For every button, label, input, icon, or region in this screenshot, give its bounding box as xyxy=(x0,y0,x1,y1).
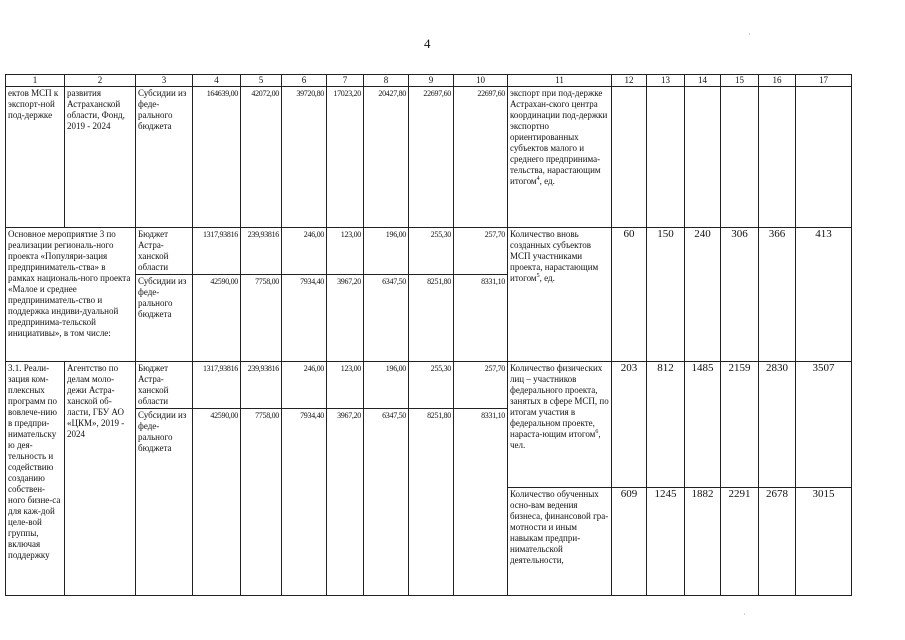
header-cell: 13 xyxy=(647,75,685,87)
target-cell: 3015 xyxy=(796,488,852,596)
data-table xyxy=(5,74,852,596)
amount-cell: 164639,00 xyxy=(193,87,241,228)
funding-source: Субсидии из феде-рального бюджета xyxy=(136,87,193,228)
target-cell: 2159 xyxy=(721,362,759,488)
target-cell: 1245 xyxy=(647,488,685,596)
target-cell: 3507 xyxy=(796,362,852,488)
amount-cell: 3967,20 xyxy=(327,275,364,362)
amount-cell: 123,00 xyxy=(327,362,364,409)
target-cell: 2678 xyxy=(759,488,796,596)
indicator-unit: , чел. xyxy=(510,429,601,450)
amount-cell: 196,00 xyxy=(364,228,409,275)
footnote-mark: 5 xyxy=(536,273,540,279)
target-cell: 203 xyxy=(612,362,647,488)
header-cell: 15 xyxy=(721,75,759,87)
amount-cell: 42590,00 xyxy=(193,275,241,362)
amount-cell: 7758,00 xyxy=(241,275,282,362)
table-row xyxy=(6,87,852,228)
measure-name: 3.1. Реали-зация ком-плексных программ по вовлече-нию в предпри-нимательскую дея-тельность и содействию созданию собствен-ного бизне-са для каж-дой целе-вой группы, включая поддержку xyxy=(6,362,65,596)
target-cell: 240 xyxy=(685,228,721,362)
header-cell: 8 xyxy=(364,75,409,87)
target-cell: 2830 xyxy=(759,362,796,488)
target-cell xyxy=(612,87,647,228)
header-cell: 11 xyxy=(508,75,612,87)
amount-cell: 22697,60 xyxy=(454,87,508,228)
amount-cell: 7758,00 xyxy=(241,409,282,596)
target-cell xyxy=(647,87,685,228)
footnote-mark: 6 xyxy=(595,429,599,435)
header-cell: 10 xyxy=(454,75,508,87)
indicator-body: экспорт при под-держке Астрахан-ского центра координации под-держки экспортно ориентированных субъектов малого и среднего предпринима-тельства, нарастающим итогом xyxy=(510,88,608,186)
amount-cell: 3967,20 xyxy=(327,409,364,596)
amount-cell: 20427,80 xyxy=(364,87,409,228)
amount-cell: 17023,20 xyxy=(327,87,364,228)
header-cell: 14 xyxy=(685,75,721,87)
header-cell: 4 xyxy=(193,75,241,87)
indicator-text xyxy=(508,87,612,228)
target-cell: 609 xyxy=(612,488,647,596)
header-cell: 5 xyxy=(241,75,282,87)
amount-cell: 257,70 xyxy=(454,362,508,409)
measure-name: ектов МСП к экспорт-ной под-держке xyxy=(6,87,65,228)
header-cell: 17 xyxy=(796,75,852,87)
amount-cell: 246,00 xyxy=(282,362,327,409)
amount-cell: 239,93816 xyxy=(241,362,282,409)
amount-cell: 239,93816 xyxy=(241,228,282,275)
amount-cell: 255,30 xyxy=(409,362,454,409)
indicator-text xyxy=(508,228,612,362)
funding-source: Бюджет Астра-ханской области xyxy=(136,362,193,409)
amount-cell: 246,00 xyxy=(282,228,327,275)
scan-speck: · xyxy=(743,610,746,619)
target-cell: 150 xyxy=(647,228,685,362)
target-cell: 812 xyxy=(647,362,685,488)
amount-cell: 7934,40 xyxy=(282,409,327,596)
amount-cell: 255,30 xyxy=(409,228,454,275)
amount-cell: 1317,93816 xyxy=(193,228,241,275)
amount-cell: 7934,40 xyxy=(282,275,327,362)
executor: развития Астраханской области, Фонд, 2019 - 2024 xyxy=(65,87,136,228)
indicator-body: Количество вновь созданных субъектов МСП участниками проекта, нарастающим итогом xyxy=(510,229,599,283)
executor: Агентство по делам моло-дежи Астра-ханской об-ласти, ГБУ АО «ЦКМ», 2019 - 2024 xyxy=(65,362,136,596)
target-cell: 413 xyxy=(796,228,852,362)
header-cell: 12 xyxy=(612,75,647,87)
amount-cell: 6347,50 xyxy=(364,275,409,362)
amount-cell: 39720,80 xyxy=(282,87,327,228)
target-cell xyxy=(721,87,759,228)
target-cell: 1485 xyxy=(685,362,721,488)
target-cell xyxy=(685,87,721,228)
amount-cell: 22697,60 xyxy=(409,87,454,228)
amount-cell: 42072,00 xyxy=(241,87,282,228)
header-cell: 2 xyxy=(65,75,136,87)
amount-cell: 257,70 xyxy=(454,228,508,275)
header-cell: 16 xyxy=(759,75,796,87)
amount-cell: 8331,10 xyxy=(454,409,508,596)
target-cell xyxy=(759,87,796,228)
amount-cell: 8331,10 xyxy=(454,275,508,362)
amount-cell: 8251,80 xyxy=(409,409,454,596)
target-cell: 366 xyxy=(759,228,796,362)
amount-cell: 1317,93816 xyxy=(193,362,241,409)
footnote-mark: 4 xyxy=(536,176,540,182)
indicator-unit: , ед. xyxy=(539,176,555,186)
header-cell: 6 xyxy=(282,75,327,87)
amount-cell: 6347,50 xyxy=(364,409,409,596)
table-row xyxy=(6,362,852,409)
funding-source: Субсидии из феде-рального бюджета xyxy=(136,409,193,596)
amount-cell: 123,00 xyxy=(327,228,364,275)
header-cell: 7 xyxy=(327,75,364,87)
funding-source: Бюджет Астра-ханской области xyxy=(136,228,193,275)
target-cell: 2291 xyxy=(721,488,759,596)
amount-cell: 42590,00 xyxy=(193,409,241,596)
indicator-body: Количество физических лиц – участников федерального проекта, занятых в сфере МСП, по итогам участия в федеральном проекте, нараста-ющим итогом xyxy=(510,363,609,439)
page-number: 4 xyxy=(424,36,431,51)
target-cell xyxy=(796,87,852,228)
header-cell: 1 xyxy=(6,75,65,87)
header-cell: 3 xyxy=(136,75,193,87)
header-row xyxy=(6,75,852,87)
indicator-text: Количество обученных осно-вам ведения бизнеса, финансовой гра-мотности и иным навыкам предпри-нимательской деятельности, xyxy=(508,488,612,596)
indicator-text xyxy=(508,362,612,488)
scan-speck: · xyxy=(748,30,751,39)
target-cell: 60 xyxy=(612,228,647,362)
amount-cell: 196,00 xyxy=(364,362,409,409)
header-cell: 9 xyxy=(409,75,454,87)
target-cell: 1882 xyxy=(685,488,721,596)
table-row xyxy=(6,228,852,275)
target-cell: 306 xyxy=(721,228,759,362)
amount-cell: 8251,80 xyxy=(409,275,454,362)
measure-name: Основное мероприятие 3 по реализации региональ-ного проекта «Популяри-зация предприниматель-ства» в рамках националь-ного проекта «Малое и среднее предприниматель-ство и поддержка индиви-дуальной предпринима-тельской инициативы», в том числе: xyxy=(6,228,136,362)
funding-source: Субсидии из феде-рального бюджета xyxy=(136,275,193,362)
indicator-unit: , ед. xyxy=(539,273,555,283)
